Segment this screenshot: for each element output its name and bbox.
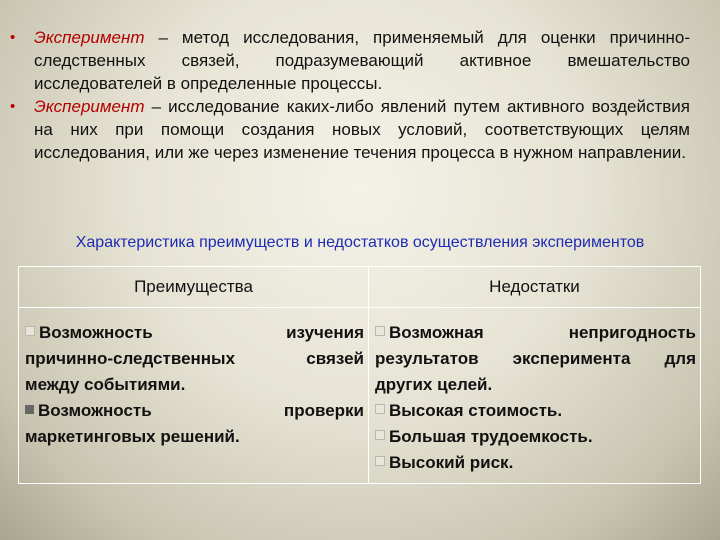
comparison-table [18, 266, 701, 484]
square-bullet-icon [375, 326, 385, 336]
bullet-icon: • [10, 98, 16, 115]
square-bullet-icon [375, 404, 385, 414]
list-item: Возможная непригодность [375, 320, 696, 346]
definition-text: – метод исследования, применяемый для оценки причинно-следственных связей, подразумевающий активное вмешательство исследователей в определенные процессы. [34, 28, 690, 93]
list-item: Возможность изучения [25, 320, 364, 346]
disadvantages-cell [369, 308, 701, 484]
definition-term: Эксперимент [34, 28, 145, 47]
square-bullet-icon [25, 405, 34, 414]
square-bullet-icon [375, 430, 385, 440]
table-header-row [19, 267, 701, 308]
definition-item [10, 95, 690, 164]
advantages-cell [19, 308, 369, 484]
list-item: Большая трудоемкость. [375, 424, 696, 450]
definition-item [10, 26, 690, 95]
list-item: Высокая стоимость. [375, 398, 696, 424]
section-subtitle: Характеристика преимуществ и недостатков осуществления экспериментов [75, 234, 645, 251]
header-disadvantages: Недостатки [369, 267, 701, 308]
bullet-icon: • [10, 29, 16, 46]
list-item: Высокий риск. [375, 450, 696, 476]
list-item: маркетинговых решений. [25, 427, 240, 446]
list-item: результатов эксперимента для [375, 349, 696, 368]
table-row [19, 308, 701, 484]
list-item: между событиями. [25, 375, 186, 394]
square-bullet-icon [375, 456, 385, 466]
list-item: Возможность проверки [25, 398, 364, 424]
definitions-list [10, 26, 690, 164]
header-advantages: Преимущества [19, 267, 369, 308]
definition-text: – исследование каких-либо явлений путем активного воздействия на них при помощи создания новых условий, соответствующих целям исследования, или же через изменение течения процесса в нужном направлении. [34, 97, 690, 162]
list-item: других целей. [375, 375, 493, 394]
definition-term: Эксперимент [34, 97, 145, 116]
list-item: причинно-следственных связей [25, 349, 364, 368]
square-bullet-icon [25, 326, 35, 336]
